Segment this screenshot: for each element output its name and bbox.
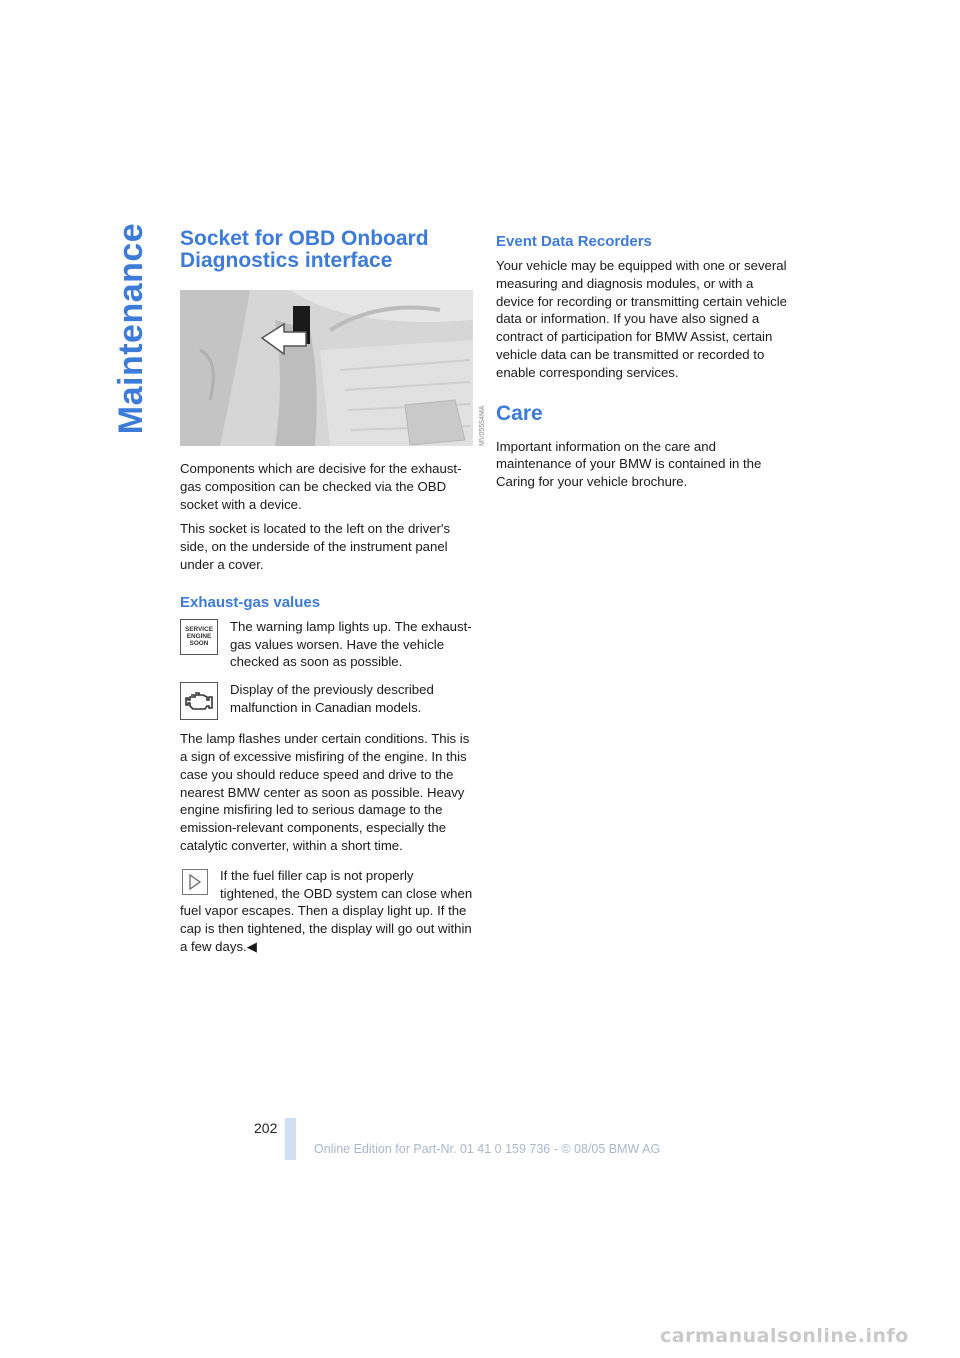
obd-para-1: Components which are decisive for the exhaust-gas composition can be checked via the OBD socket with a device. xyxy=(180,461,462,512)
page-number: 202 xyxy=(254,1120,278,1136)
service-icon-line-2: ENGINE xyxy=(186,633,212,641)
service-icon-line-1: SERVICE xyxy=(185,626,213,634)
event-data-heading: Event Data Recorders xyxy=(496,233,652,250)
right-column xyxy=(496,228,792,498)
fuel-cap-note-text: If the fuel filler cap is not properly tightened, the OBD system can close when fuel vapor escapes. Then a display light up. If the cap is then tightened, the display will go out within a few days. xyxy=(180,867,473,954)
exhaust-gas-heading: Exhaust-gas values xyxy=(180,593,321,611)
engine-warning-row xyxy=(180,681,475,720)
note-triangle-icon xyxy=(182,869,208,895)
end-mark: ◀ xyxy=(246,938,257,954)
obd-para-2: This socket is located to the left on the driver's side, on the underside of the instrument panel under a cover. xyxy=(180,521,451,572)
edition-footer: Online Edition for Part-Nr. 01 41 0 159 736 - © 08/05 BMW AG xyxy=(314,1142,661,1156)
service-engine-row xyxy=(180,618,475,671)
fuel-cap-note xyxy=(180,867,475,956)
obd-socket-figure xyxy=(180,290,473,446)
obd-heading: Socket for OBD Onboard Diagnostics interface xyxy=(180,227,429,272)
engine-warning-text: Display of the previously described malfunction in Canadian models. xyxy=(230,682,434,715)
event-data-para: Your vehicle may be equipped with one or several measuring and diagnosis modules, or with a device for recording or transmitting certain vehicle data or information. If you have also signed a contract of participation for BMW Assist, certain vehicle data can be transmitted or recorded to enable corresponding services. xyxy=(496,258,787,380)
figure-code: MV05554MA xyxy=(479,405,486,446)
care-heading: Care xyxy=(496,401,543,425)
service-engine-text: The warning lamp lights up. The exhaust-gas values worsen. Have the vehicle checked as soon as possible. xyxy=(230,618,472,670)
watermark: carmanualsonline.info xyxy=(660,1325,909,1347)
engine-warning-icon xyxy=(180,682,218,720)
section-tab-label: Maintenance xyxy=(112,222,151,434)
section-tab xyxy=(112,222,152,434)
service-engine-soon-icon xyxy=(180,619,218,655)
service-icon-line-3: SOON xyxy=(189,640,209,648)
misfire-para: The lamp flashes under certain conditions. This is a sign of excessive misfiring of the engine. In this case you should reduce speed and drive to the nearest BMW center as soon as possible. Heavy engine misfiring led to serious damage to the emission-relevant components, especially the catalytic converter, within a short time. xyxy=(180,731,470,853)
care-para: Important information on the care and maintenance of your BMW is contained in the Caring for your vehicle brochure. xyxy=(496,438,762,490)
footer-bar xyxy=(285,1118,296,1160)
left-column xyxy=(180,228,475,963)
